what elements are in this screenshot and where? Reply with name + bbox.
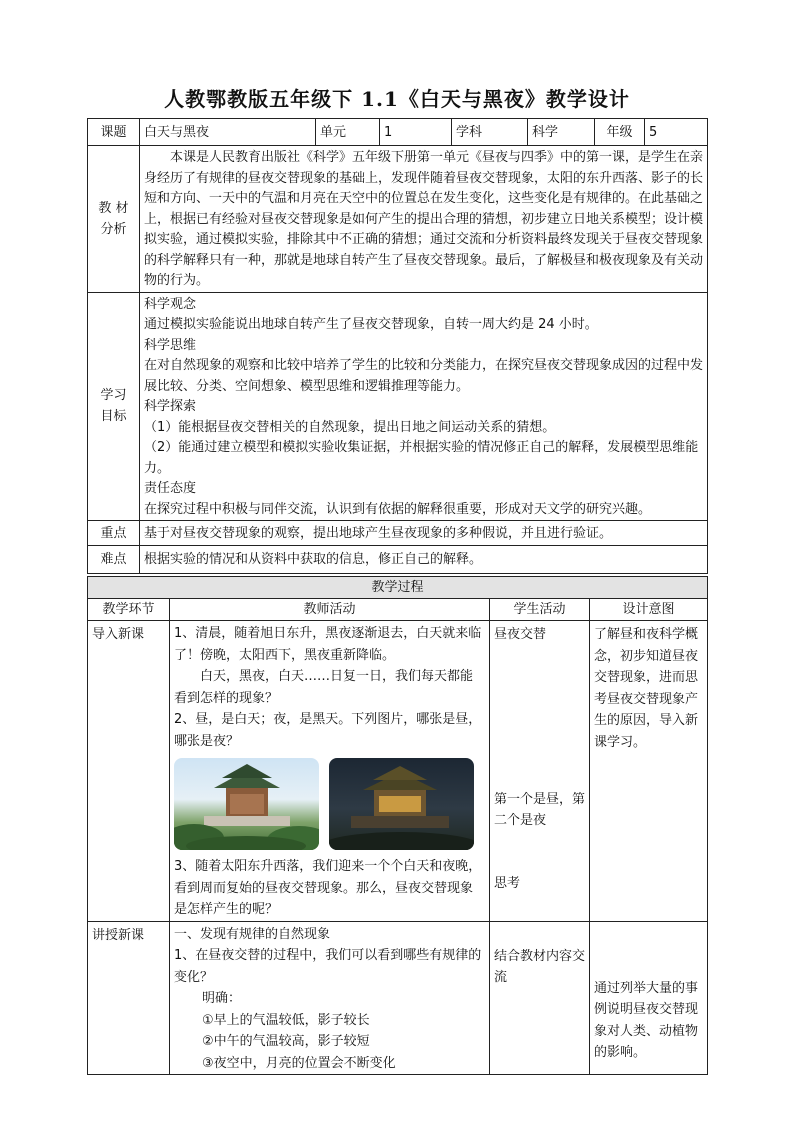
info-table xyxy=(87,118,708,574)
process-header-row xyxy=(88,577,708,599)
lecture-stage: 讲授新课 xyxy=(88,921,170,1075)
intro-student-cell xyxy=(490,621,590,922)
lecture-teacher-cell xyxy=(170,921,490,1075)
intro-teacher-1: 1、清晨，随着旭日东升，黑夜逐渐退去，白天就来临了！傍晚，太阳西下，黑夜重新降临。 xyxy=(174,626,482,663)
intro-student-3: 思考 xyxy=(494,876,521,891)
intro-student-2: 第一个是昼，第二个是夜 xyxy=(494,792,586,828)
lecture-design: 通过列举大量的事例说明昼夜交替现象对人类、动植物的影响。 xyxy=(590,921,708,1075)
col-teacher: 教师活动 xyxy=(170,599,490,621)
analysis-row xyxy=(88,146,708,293)
goals-row xyxy=(88,292,708,521)
topic-label: 课题 xyxy=(88,119,140,146)
topic-value: 白天与黑夜 xyxy=(140,119,316,146)
intro-teacher-3: 2、昼，是白天；夜，是黑天。下列图片，哪张是昼，哪张是夜？ xyxy=(174,712,482,749)
key-text: 基于对昼夜交替现象的观察，提出地球产生昼夜现象的多种假说，并且进行验证。 xyxy=(140,521,708,546)
goal-heading-attitude: 责任态度 xyxy=(144,481,197,496)
col-student: 学生活动 xyxy=(490,599,590,621)
document-title: 人教鄂教版五年级下 1.1《白天与黑夜》教学设计 xyxy=(164,87,630,111)
lecture-row xyxy=(88,921,708,1075)
analysis-text: 本课是人民教育出版社《科学》五年级下册第一单元《昼夜与四季》中的第一课，是学生在亲身经历了有规律的昼夜交替现象的基础上，发现伴随着昼夜交替现象，太阳的东升西落、影子的长短和方向、一天中的气温和月亮在天空中的位置总在发生变化，这些变化是有规律的。在此基础之上，根据已有经验对昼夜交替现象是如何产生的提出合理的猜想，初步建立日地关系模型；设计模拟实验，通过模拟实验，排除其中不正确的猜想；通过交流和分析资料最终发现关于昼夜交替现象的科学解释只有一种，那就是地球自转产生了昼夜交替现象。最后，了解极昼和极夜现象及有关动物的行为。 xyxy=(144,150,704,288)
process-columns-row xyxy=(88,599,708,621)
lecture-teacher-6: ③夜空中，月亮的位置会不断变化 xyxy=(202,1055,396,1071)
goal-text-concept: 通过模拟实验能说出地球自转产生了昼夜交替现象，自转一周大约是 24 小时。 xyxy=(144,317,598,332)
unit-value: 1 xyxy=(380,119,452,146)
goal-heading-concept: 科学观念 xyxy=(144,296,197,312)
info-row xyxy=(88,119,708,146)
subject-value: 科学 xyxy=(528,119,595,146)
col-design: 设计意图 xyxy=(590,599,708,621)
day-pavilion-image xyxy=(174,758,319,850)
col-stage: 教学环节 xyxy=(88,599,170,621)
grade-value: 5 xyxy=(645,119,708,146)
lecture-teacher-4: ①早上的气温较低，影子较长 xyxy=(202,1012,370,1028)
lecture-teacher-1: 一、发现有规律的自然现象 xyxy=(174,926,331,942)
goals-cell xyxy=(140,292,708,521)
grade-label: 年级 xyxy=(595,119,645,146)
key-row xyxy=(88,521,708,546)
goals-label: 学习 目标 xyxy=(88,292,140,521)
subject-label: 学科 xyxy=(452,119,528,146)
analysis-label: 教 材 分析 xyxy=(88,146,140,293)
intro-teacher-4: 3、随着太阳东升西落，我们迎来一个个白天和夜晚，看到周而复始的昼夜交替现象。那么，昼夜交替现象是怎样产生的呢？ xyxy=(174,859,482,917)
goal-text-thinking: 在对自然现象的观察和比较中培养了学生的比较和分类能力，在探究昼夜交替现象成因的过程中发展比较、分类、空间想象、模型思维和逻辑推理等能力。 xyxy=(144,358,704,394)
goal-heading-explore: 科学探索 xyxy=(144,399,197,414)
intro-teacher-2: 白天，黑夜，白天……日复一日，我们每天都能看到怎样的现象？ xyxy=(174,669,474,706)
intro-design: 了解昼和夜科学概念，初步知道昼夜交替现象，进而思考昼夜交替现象产生的原因，导入新课学习。 xyxy=(590,621,708,922)
difficult-row xyxy=(88,546,708,574)
lecture-teacher-3: 明确： xyxy=(202,991,242,1006)
difficult-label: 难点 xyxy=(88,546,140,574)
intro-row xyxy=(88,621,708,922)
night-pavilion-image xyxy=(329,758,474,850)
goal-text-explore-2: （2）能通过建立模型和模拟实验收集证据，并根据实验的情况修正自己的解释，发展模型思维能力。 xyxy=(144,440,699,476)
intro-teacher-cell xyxy=(170,621,490,922)
lecture-teacher-2: 1、在昼夜交替的过程中，我们可以看到哪些有规律的变化？ xyxy=(174,948,482,985)
intro-stage: 导入新课 xyxy=(88,621,170,922)
goal-heading-thinking: 科学思维 xyxy=(144,337,197,353)
goal-text-attitude: 在探究过程中积极与同伴交流，认识到有依据的解释很重要，形成对天文学的研究兴趣。 xyxy=(144,501,652,517)
lecture-teacher-5: ②中午的气温较高，影子较短 xyxy=(202,1034,370,1049)
key-label: 重点 xyxy=(88,521,140,546)
process-header: 教学过程 xyxy=(88,577,708,599)
analysis-cell xyxy=(140,146,708,293)
day-night-photos xyxy=(174,758,485,850)
goal-text-explore-1: （1）能根据昼夜交替相关的自然现象，提出日地之间运动关系的猜想。 xyxy=(144,419,556,435)
difficult-text: 根据实验的情况和从资料中获取的信息，修正自己的解释。 xyxy=(140,546,708,574)
unit-label: 单元 xyxy=(316,119,380,146)
lecture-student: 结合教材内容交流 xyxy=(490,921,590,1075)
intro-student-1: 昼夜交替 xyxy=(494,627,547,642)
process-table xyxy=(87,576,708,1075)
